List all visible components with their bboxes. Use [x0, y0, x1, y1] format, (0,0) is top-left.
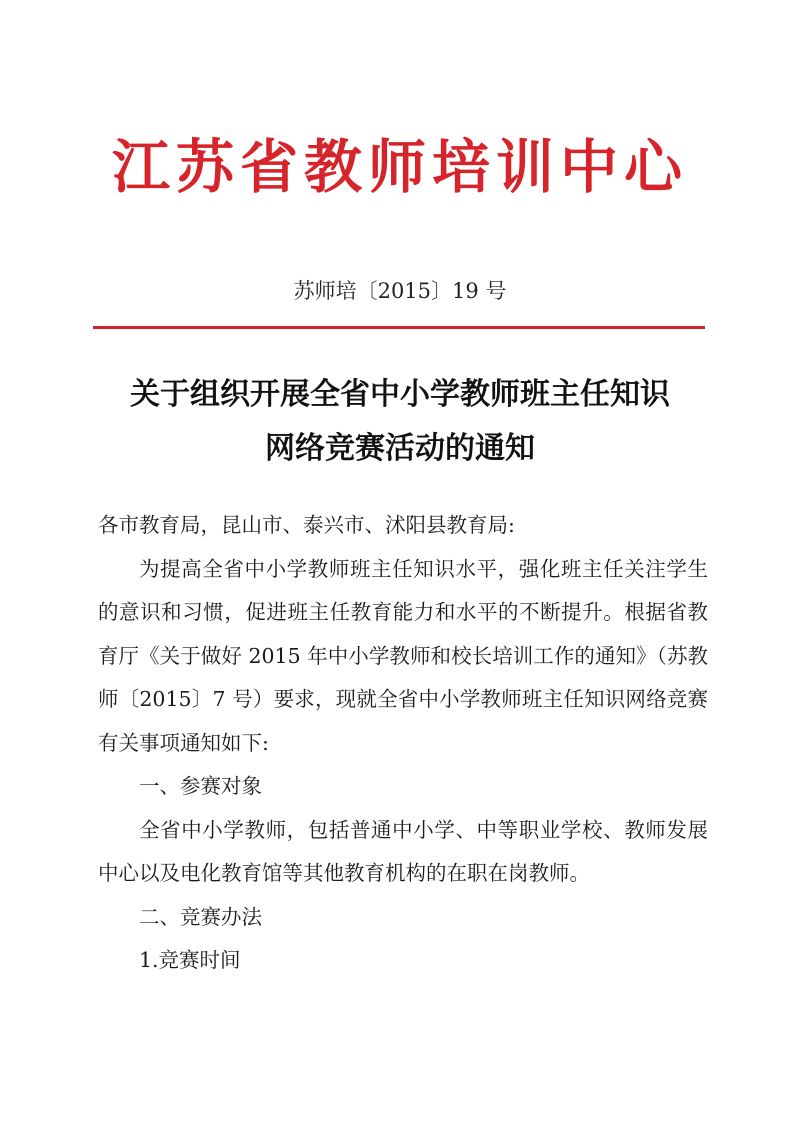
intro-paragraph: 为提高全省中小学教师班主任知识水平，强化班主任关注学生的意识和习惯，促进班主任教育能力和水平的不断提升。根据省教育厅《关于做好 2015 年中小学教师和校长培训工作的通知》（苏教师〔2015〕7 号）要求，现就全省中小学教师班主任知识网络竞赛有关事项通知如下:	[98, 556, 708, 755]
salutation: 各市教育局，昆山市、泰兴市、沭阳县教育局:	[98, 513, 515, 537]
section-1-paragraph: 全省中小学教师，包括普通中小学、中等职业学校、教师发展中心以及电化教育馆等其他教育机构的在职在岗教师。	[98, 817, 708, 885]
section-2-heading: 二、竞赛办法	[139, 904, 262, 929]
notice-title-line-2: 网络竞赛活动的通知	[265, 431, 535, 466]
notice-title-line-1: 关于组织开展全省中小学教师班主任知识	[130, 377, 670, 412]
section-2-item-1: 1.竞赛时间	[139, 948, 241, 972]
org-letterhead-title: 江苏省教师培训中心	[111, 133, 688, 201]
letterhead-divider	[93, 326, 705, 329]
notice-body	[98, 504, 708, 983]
document-number: 苏师培〔2015〕19 号	[293, 279, 507, 303]
notice-title	[60, 368, 740, 476]
section-1-heading: 一、参赛对象	[139, 774, 262, 798]
